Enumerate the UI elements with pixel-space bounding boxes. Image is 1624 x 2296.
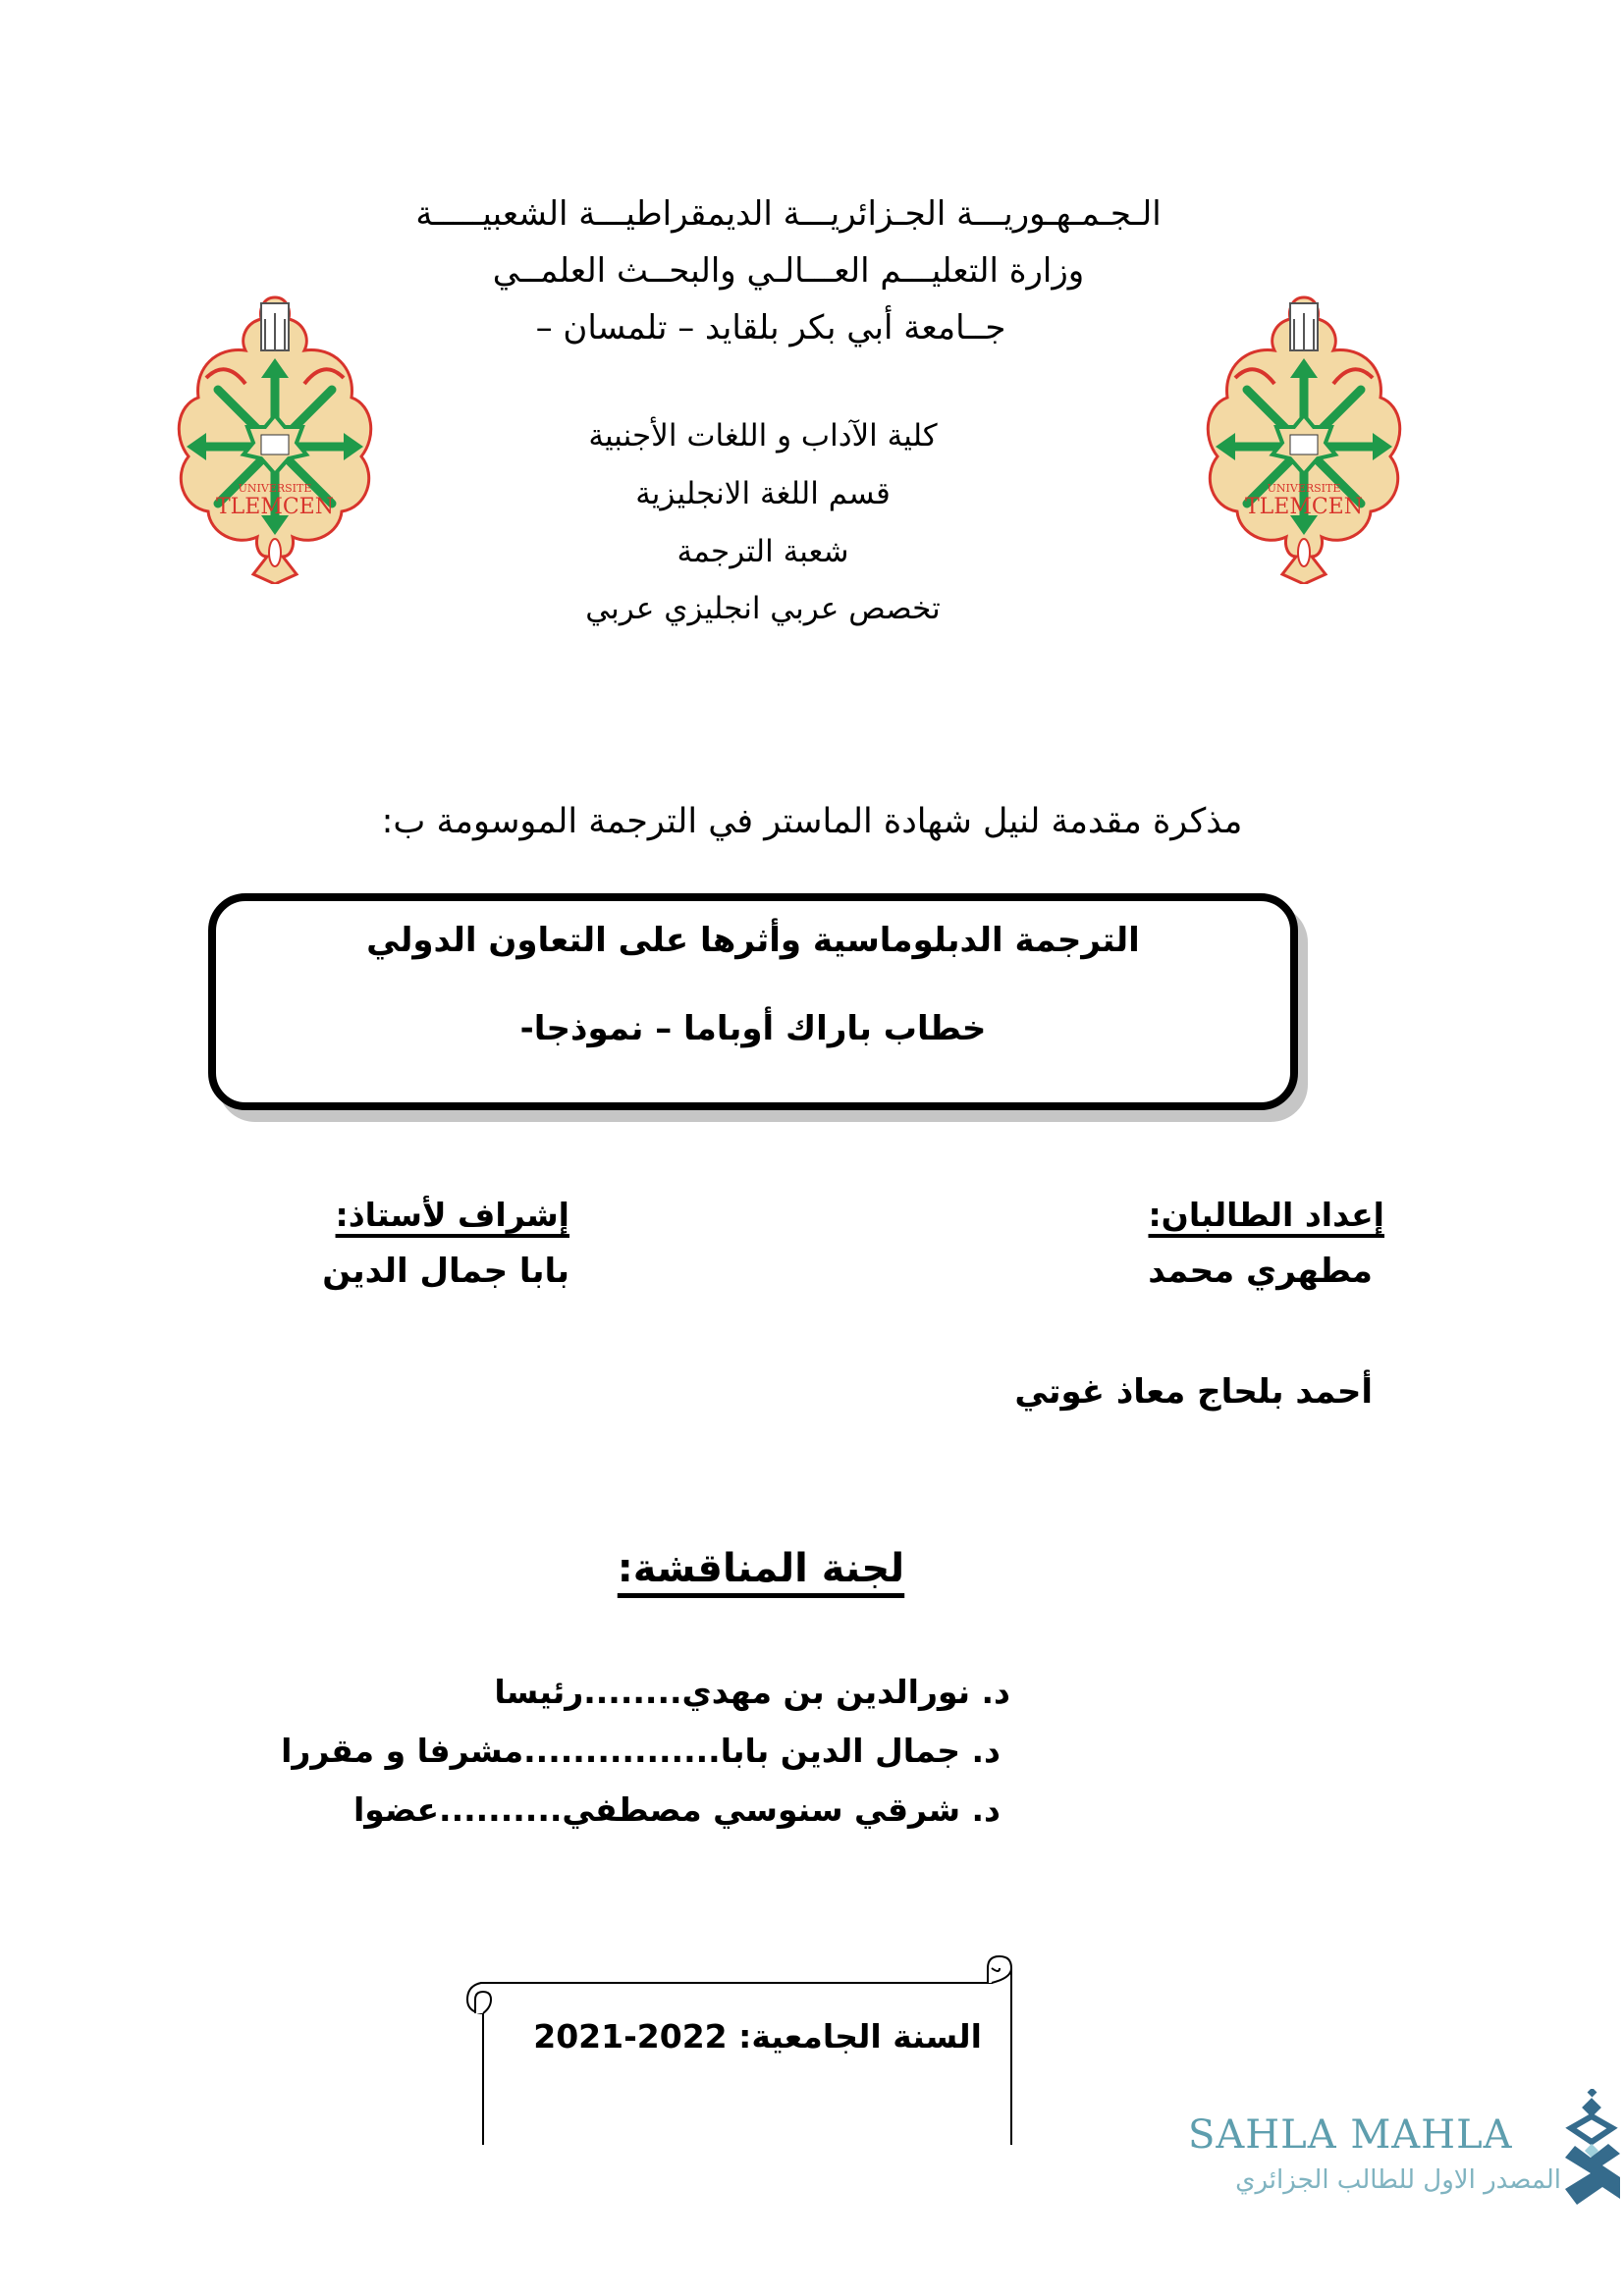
sahla-mahla-watermark bbox=[1178, 2110, 1620, 2218]
supervisor-name: بابا جمال الدين bbox=[322, 1252, 569, 1291]
thesis-subtitle: خطاب باراك أوباما – نموذجا- bbox=[519, 1009, 987, 1048]
specialty-name: تخصص عربي انجليزي عربي bbox=[585, 591, 941, 626]
svg-text:TLEMCEN: TLEMCEN bbox=[215, 495, 335, 519]
faculty-name: كلية الآداب و اللغات الأجنبية bbox=[588, 418, 938, 454]
svg-text:UNIVERSITE: UNIVERSITE bbox=[1267, 482, 1341, 495]
department-name: قسم اللغة الانجليزية bbox=[635, 476, 891, 511]
header-republic: الـجـمـهـوريـــة الجـزائريـــة الديمقراطيـــة الشعبيـــــة bbox=[415, 194, 1162, 234]
branch-name: شعبة الترجمة bbox=[677, 534, 849, 569]
svg-text:UNIVERSITE: UNIVERSITE bbox=[238, 482, 312, 495]
student-name-1: مطهري محمد bbox=[1148, 1252, 1373, 1291]
student-name-2: أحمد بلحاج معاذ غوتي bbox=[1014, 1372, 1373, 1412]
committee-member-3: د. شرقي سنوسي مصطفي..........عضوا bbox=[352, 1790, 1001, 1829]
committee-member-2: د. جمال الدين بابا................مشرفا و مقررا bbox=[281, 1732, 1001, 1770]
header-ministry: وزارة التعليـــم العـــالـي والبحــث العلمــي bbox=[492, 251, 1085, 291]
thesis-title-box bbox=[208, 893, 1298, 1110]
academic-year bbox=[533, 2017, 982, 2056]
header-university: جــامعة أبي بكر بلقايد – تلمسان – bbox=[535, 308, 1006, 347]
students-label: إعداد الطالبان: bbox=[1148, 1196, 1384, 1234]
svg-text:TLEMCEN: TLEMCEN bbox=[1244, 495, 1364, 519]
supervisor-label: إشراف لأستاذ: bbox=[335, 1196, 569, 1234]
academic-year-value: 2021-2022 bbox=[533, 2017, 728, 2056]
watermark-logo-icon bbox=[1563, 2089, 1622, 2216]
watermark-brand: SAHLA MAHLA bbox=[1188, 2112, 1513, 2158]
thesis-title: الترجمة الدبلوماسية وأثرها على التعاون الدولي bbox=[366, 921, 1140, 960]
committee-member-1: د. نورالدين بن مهدي........رئيسا bbox=[494, 1673, 1010, 1711]
committee-title: لجنة المناقشة: bbox=[617, 1546, 905, 1591]
academic-year-label: السنة الجامعية: bbox=[738, 2017, 982, 2056]
thesis-intro: مذكرة مقدمة لنيل شهادة الماستر في الترجمة الموسومة ب: bbox=[381, 802, 1243, 841]
watermark-tagline: المصدر الاول للطالب الجزائري bbox=[1235, 2165, 1561, 2195]
